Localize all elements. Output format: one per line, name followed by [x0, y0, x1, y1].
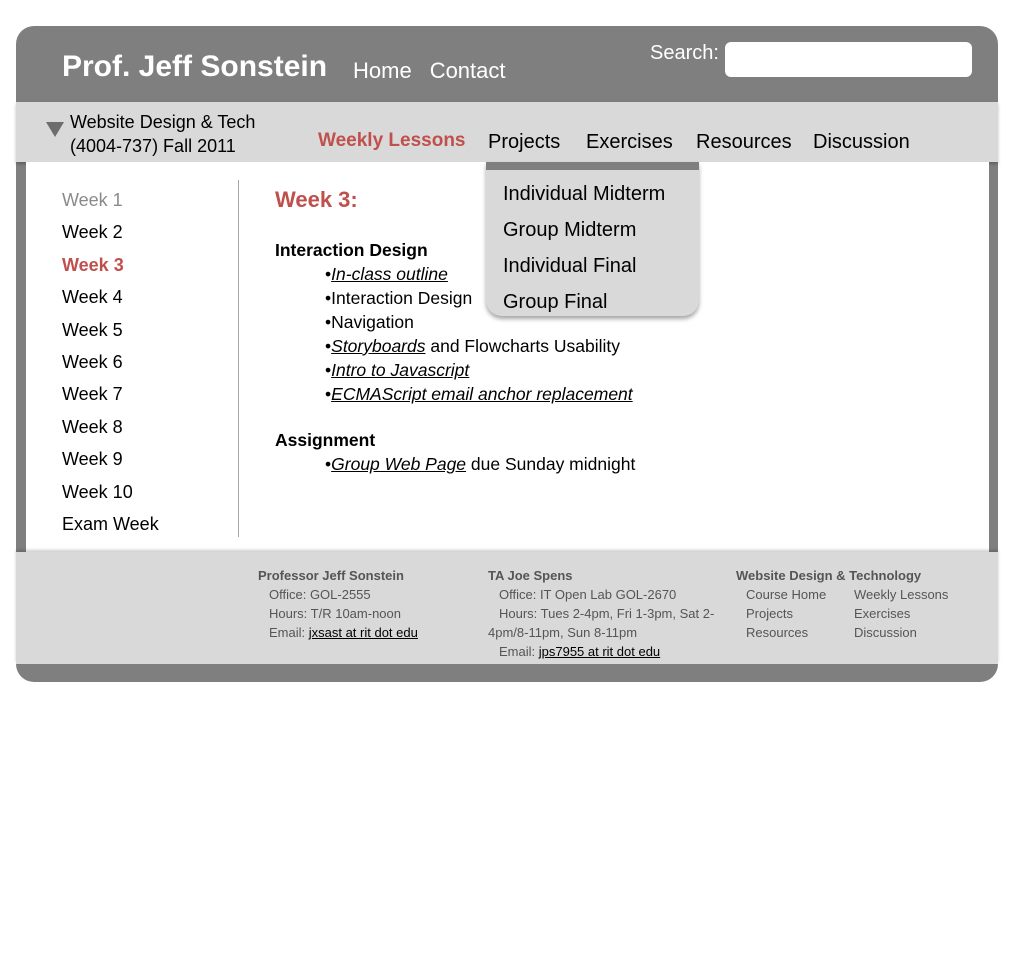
sidebar-week-4[interactable]: Week 4 [62, 287, 123, 308]
site-title: Prof. Jeff Sonstein [62, 50, 328, 83]
menu-item-group-midterm[interactable]: Group Midterm [503, 219, 637, 241]
menu-item-individual-final[interactable]: Individual Final [503, 255, 637, 277]
nav-weekly-lessons[interactable]: Weekly Lessons [318, 130, 466, 151]
footer-prof-hours: Hours: T/R 10am-noon [269, 606, 401, 621]
sidebar-week-9[interactable]: Week 9 [62, 449, 123, 470]
sidebar-week-7[interactable]: Week 7 [62, 384, 123, 405]
footer-professor [258, 566, 418, 642]
footer-ta [488, 566, 723, 661]
sidebar-week-1[interactable]: Week 1 [62, 190, 123, 210]
list-item: •In-class outline [325, 264, 448, 284]
sidebar-week-10[interactable]: Week 10 [62, 481, 133, 502]
footer-ta-hours: Hours: Tues 2-4pm, Fri 1-3pm, Sat 2-4pm/8-11pm, Sun 8-11pm [488, 606, 715, 640]
footer-site-title: Website Design & Technology [736, 568, 922, 583]
nav-exercises[interactable]: Exercises [586, 131, 673, 153]
nav-projects[interactable]: Projects [488, 131, 561, 153]
footer-link-resources[interactable]: Resources [746, 625, 809, 640]
nav-resources[interactable]: Resources [696, 131, 792, 153]
menu-item-group-final[interactable]: Group Final [503, 291, 608, 313]
navigation-text: Navigation [331, 312, 414, 332]
list-item: •Intro to Javascript [325, 360, 470, 380]
assignment-rest-text: due Sunday midnight [466, 454, 636, 474]
list-item: •Navigation [325, 312, 414, 332]
nav-home-link[interactable]: Home [353, 58, 412, 83]
footer-link-course-home[interactable]: Course Home [746, 587, 827, 602]
sidebar-week-8[interactable]: Week 8 [62, 416, 123, 437]
course-name-line1: Website Design & Tech [70, 112, 256, 132]
sidebar-divider [238, 180, 239, 537]
footer-prof-email-row: Email: jxsast at rit dot edu [269, 625, 418, 640]
week-sidebar [62, 184, 159, 540]
list-item: •Group Web Page due Sunday midnight [325, 454, 636, 474]
intro-javascript-link[interactable]: Intro to Javascript [331, 360, 470, 380]
footer-link-projects[interactable]: Projects [746, 606, 793, 621]
footer-link-discussion[interactable]: Discussion [854, 625, 917, 640]
in-class-outline-link[interactable]: In-class outline [331, 264, 448, 284]
interaction-design-text: Interaction Design [331, 288, 473, 308]
top-nav [353, 58, 506, 84]
ecmascript-link[interactable]: ECMAScript email anchor replacement [331, 384, 633, 404]
menu-item-individual-midterm[interactable]: Individual Midterm [503, 183, 666, 205]
nav-discussion[interactable]: Discussion [813, 131, 910, 153]
search-input[interactable] [725, 42, 972, 77]
sidebar-week-6[interactable]: Week 6 [62, 352, 123, 373]
footer-link-weekly-lessons[interactable]: Weekly Lessons [854, 587, 949, 602]
projects-dropdown-menu [486, 162, 699, 316]
group-web-page-link[interactable]: Group Web Page [331, 454, 467, 474]
footer-prof-email-link[interactable]: jxsast at rit dot edu [308, 625, 418, 640]
course-toggle-triangle-icon[interactable] [46, 122, 64, 137]
sidebar-exam-week[interactable]: Exam Week [62, 514, 159, 535]
list-item: •Interaction Design [325, 288, 473, 308]
footer-site-links [736, 566, 948, 642]
footer-link-grid [736, 585, 948, 642]
list-item: •Storyboards and Flowcharts Usability [325, 336, 621, 356]
course-name [70, 110, 255, 158]
footer-ta-name: TA Joe Spens [488, 568, 573, 583]
search-label: Search: [650, 42, 719, 64]
list-item: •ECMAScript email anchor replacement [325, 384, 633, 404]
storyboards-link[interactable]: Storyboards [331, 336, 426, 356]
section-heading-interaction-design: Interaction Design [275, 240, 428, 260]
footer-ta-office: Office: IT Open Lab GOL-2670 [499, 587, 677, 602]
footer-ta-email-row: Email: jps7955 at rit dot edu [499, 644, 661, 659]
sidebar-week-2[interactable]: Week 2 [62, 222, 123, 243]
footer-link-exercises[interactable]: Exercises [854, 606, 911, 621]
footer-prof-office: Office: GOL-2555 [269, 587, 371, 602]
footer-ta-email-link[interactable]: jps7955 at rit dot edu [538, 644, 661, 659]
sidebar-week-5[interactable]: Week 5 [62, 319, 123, 340]
section-heading-assignment: Assignment [275, 430, 376, 450]
course-name-line2: (4004-737) Fall 2011 [70, 136, 236, 156]
footer-prof-name: Professor Jeff Sonstein [258, 568, 404, 583]
storyboards-rest-text: and Flowcharts Usability [425, 336, 621, 356]
sidebar-week-3[interactable]: Week 3 [62, 254, 124, 275]
nav-contact-link[interactable]: Contact [429, 58, 506, 83]
page-title: Week 3: [275, 187, 358, 212]
